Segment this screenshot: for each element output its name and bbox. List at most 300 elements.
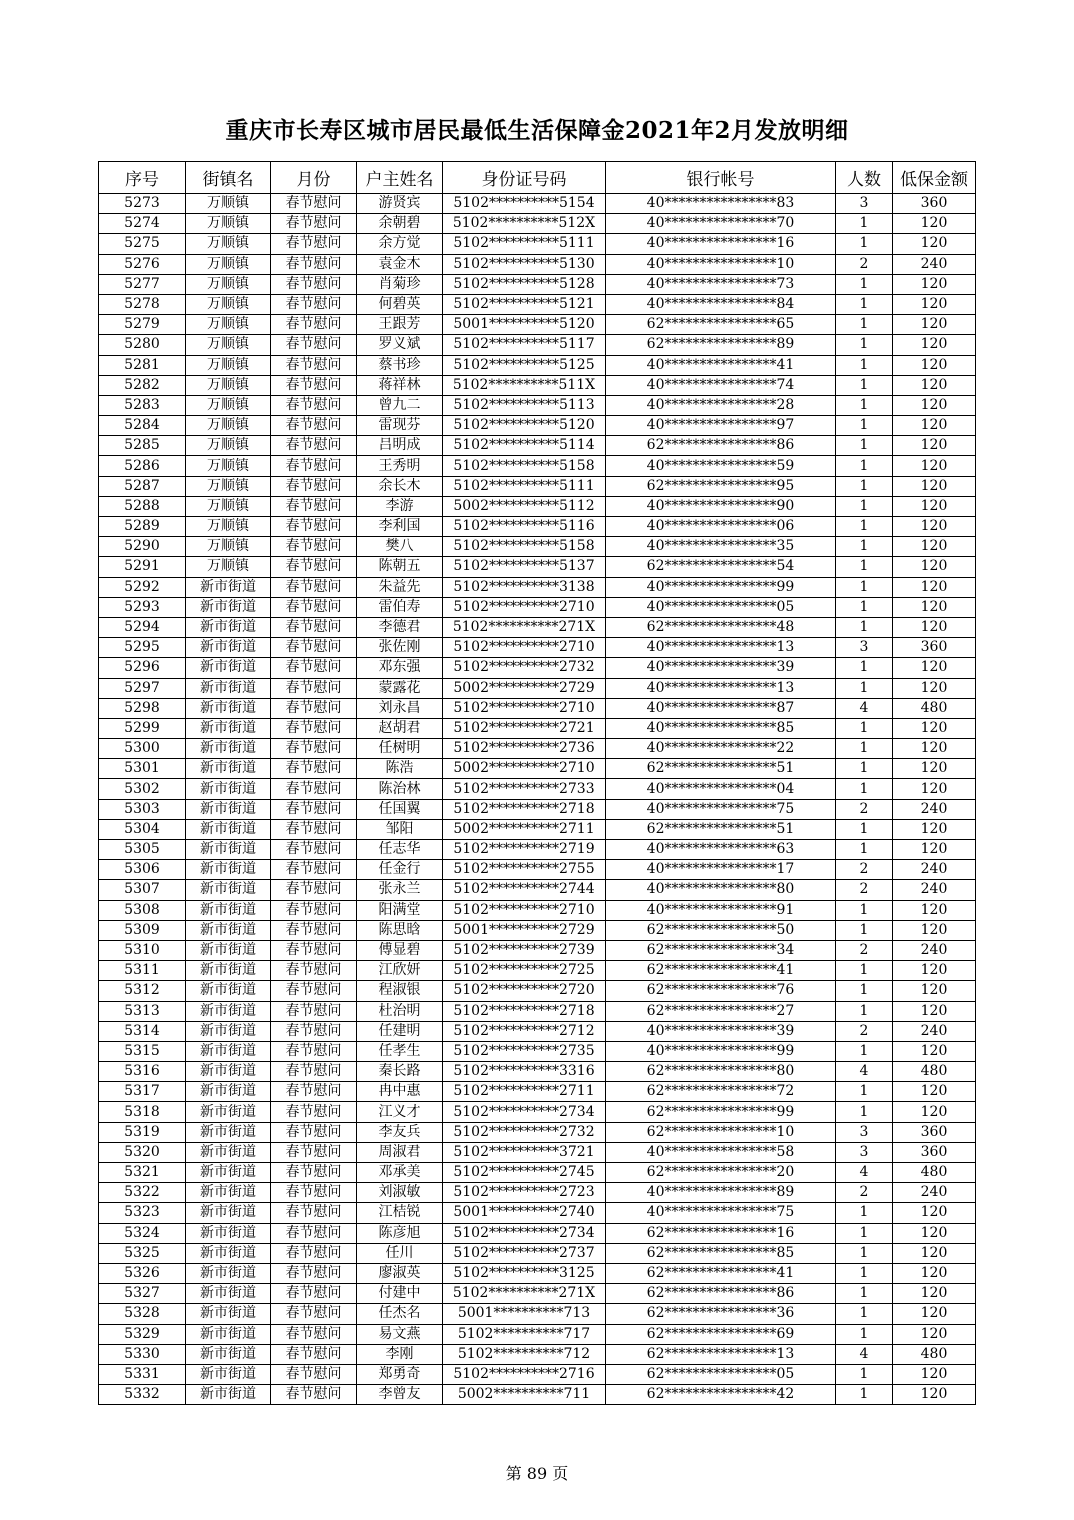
month-cell: 春节慰问 — [271, 718, 357, 738]
people-count-cell: 2 — [836, 880, 893, 900]
month-cell: 春节慰问 — [271, 900, 357, 920]
householder-cell: 余朝碧 — [357, 214, 443, 234]
serial-cell: 5331 — [99, 1364, 186, 1384]
bank-account-cell: 62****************42 — [606, 1385, 836, 1405]
householder-cell: 陈朝五 — [357, 557, 443, 577]
month-cell: 春节慰问 — [271, 739, 357, 759]
town-cell: 万顺镇 — [186, 234, 271, 254]
table-row — [99, 860, 976, 880]
town-cell: 新市街道 — [186, 1041, 271, 1061]
table-row — [99, 597, 976, 617]
id-number-cell: 5001**********5120 — [443, 315, 606, 335]
id-number-cell: 5102**********2710 — [443, 698, 606, 718]
town-cell: 新市街道 — [186, 961, 271, 981]
id-number-cell: 5102**********5121 — [443, 294, 606, 314]
householder-cell: 赵胡君 — [357, 718, 443, 738]
page-title: 重庆市长寿区城市居民最低生活保障金2021年2月发放明细 — [225, 117, 849, 144]
serial-cell: 5307 — [99, 880, 186, 900]
town-cell: 新市街道 — [186, 718, 271, 738]
serial-cell: 5296 — [99, 658, 186, 678]
people-count-cell: 1 — [836, 395, 893, 415]
month-cell: 春节慰问 — [271, 1364, 357, 1384]
id-number-cell: 5102**********2734 — [443, 1102, 606, 1122]
people-count-cell: 1 — [836, 1304, 893, 1324]
serial-cell: 5275 — [99, 234, 186, 254]
bank-account-cell: 40****************58 — [606, 1142, 836, 1162]
town-cell: 新市街道 — [186, 1102, 271, 1122]
table-row — [99, 194, 976, 214]
serial-cell: 5322 — [99, 1183, 186, 1203]
town-cell: 万顺镇 — [186, 517, 271, 537]
bank-account-cell: 40****************87 — [606, 698, 836, 718]
id-number-cell: 5102**********5114 — [443, 436, 606, 456]
town-cell: 新市街道 — [186, 597, 271, 617]
amount-cell: 240 — [893, 1021, 976, 1041]
month-cell: 春节慰问 — [271, 1183, 357, 1203]
town-cell: 新市街道 — [186, 860, 271, 880]
bank-account-cell: 62****************99 — [606, 1102, 836, 1122]
month-cell: 春节慰问 — [271, 1021, 357, 1041]
id-number-cell: 5102**********2755 — [443, 860, 606, 880]
bank-account-cell: 62****************34 — [606, 940, 836, 960]
table-row — [99, 416, 976, 436]
id-number-cell: 5102**********2735 — [443, 1041, 606, 1061]
town-cell: 万顺镇 — [186, 456, 271, 476]
serial-cell: 5291 — [99, 557, 186, 577]
amount-cell: 120 — [893, 537, 976, 557]
householder-cell: 何碧英 — [357, 294, 443, 314]
serial-cell: 5316 — [99, 1062, 186, 1082]
people-count-cell: 1 — [836, 1364, 893, 1384]
householder-cell: 任国翼 — [357, 799, 443, 819]
people-count-cell: 1 — [836, 819, 893, 839]
table-row — [99, 638, 976, 658]
householder-cell: 游贤宾 — [357, 194, 443, 214]
table-row — [99, 315, 976, 335]
town-cell: 新市街道 — [186, 779, 271, 799]
table-row — [99, 294, 976, 314]
bank-account-cell: 40****************35 — [606, 537, 836, 557]
people-count-cell: 4 — [836, 1163, 893, 1183]
amount-cell: 360 — [893, 1142, 976, 1162]
serial-cell: 5282 — [99, 375, 186, 395]
table-row — [99, 920, 976, 940]
bank-account-cell: 62****************76 — [606, 981, 836, 1001]
month-cell: 春节慰问 — [271, 1263, 357, 1283]
col-header-id-number: 身份证号码 — [443, 162, 606, 194]
amount-cell: 120 — [893, 1385, 976, 1405]
serial-cell: 5315 — [99, 1041, 186, 1061]
month-cell: 春节慰问 — [271, 214, 357, 234]
householder-cell: 付建中 — [357, 1284, 443, 1304]
town-cell: 新市街道 — [186, 1364, 271, 1384]
bank-account-cell: 62****************86 — [606, 436, 836, 456]
month-cell: 春节慰问 — [271, 658, 357, 678]
id-number-cell: 5102**********2711 — [443, 1082, 606, 1102]
col-header-householder: 户主姓名 — [357, 162, 443, 194]
householder-cell: 易文燕 — [357, 1324, 443, 1344]
people-count-cell: 1 — [836, 617, 893, 637]
bank-account-cell: 40****************90 — [606, 496, 836, 516]
bank-account-cell: 40****************97 — [606, 416, 836, 436]
table-row — [99, 1243, 976, 1263]
bank-account-cell: 62****************80 — [606, 1062, 836, 1082]
serial-cell: 5298 — [99, 698, 186, 718]
month-cell: 春节慰问 — [271, 678, 357, 698]
householder-cell: 李德君 — [357, 617, 443, 637]
bank-account-cell: 62****************48 — [606, 617, 836, 637]
table-row — [99, 1385, 976, 1405]
householder-cell: 樊八 — [357, 537, 443, 557]
bank-account-cell: 40****************04 — [606, 779, 836, 799]
people-count-cell: 1 — [836, 1203, 893, 1223]
bank-account-cell: 40****************13 — [606, 638, 836, 658]
people-count-cell: 4 — [836, 698, 893, 718]
id-number-cell: 5102**********2736 — [443, 739, 606, 759]
month-cell: 春节慰问 — [271, 819, 357, 839]
month-cell: 春节慰问 — [271, 1122, 357, 1142]
id-number-cell: 5102**********2710 — [443, 900, 606, 920]
month-cell: 春节慰问 — [271, 254, 357, 274]
month-cell: 春节慰问 — [271, 517, 357, 537]
month-cell: 春节慰问 — [271, 557, 357, 577]
bank-account-cell: 40****************85 — [606, 718, 836, 738]
serial-cell: 5314 — [99, 1021, 186, 1041]
town-cell: 万顺镇 — [186, 194, 271, 214]
table-header-row — [99, 162, 976, 194]
amount-cell: 120 — [893, 214, 976, 234]
bank-account-cell: 62****************65 — [606, 315, 836, 335]
bank-account-cell: 40****************73 — [606, 274, 836, 294]
people-count-cell: 4 — [836, 1062, 893, 1082]
id-number-cell: 5102**********2739 — [443, 940, 606, 960]
bank-account-cell: 62****************36 — [606, 1304, 836, 1324]
id-number-cell: 5001**********2729 — [443, 920, 606, 940]
town-cell: 万顺镇 — [186, 496, 271, 516]
id-number-cell: 5102**********2718 — [443, 799, 606, 819]
col-header-bank-account: 银行帐号 — [606, 162, 836, 194]
table-row — [99, 880, 976, 900]
month-cell: 春节慰问 — [271, 436, 357, 456]
id-number-cell: 5102**********2720 — [443, 981, 606, 1001]
month-cell: 春节慰问 — [271, 1041, 357, 1061]
id-number-cell: 5102**********5130 — [443, 254, 606, 274]
bank-account-cell: 62****************10 — [606, 1122, 836, 1142]
id-number-cell: 5102**********5154 — [443, 194, 606, 214]
amount-cell: 480 — [893, 1344, 976, 1364]
householder-cell: 杜治明 — [357, 1001, 443, 1021]
bank-account-cell: 62****************20 — [606, 1163, 836, 1183]
town-cell: 新市街道 — [186, 658, 271, 678]
id-number-cell: 5001**********713 — [443, 1304, 606, 1324]
householder-cell: 任志华 — [357, 840, 443, 860]
householder-cell: 张佐刚 — [357, 638, 443, 658]
amount-cell: 360 — [893, 1122, 976, 1142]
people-count-cell: 1 — [836, 759, 893, 779]
bank-account-cell: 62****************89 — [606, 335, 836, 355]
town-cell: 新市街道 — [186, 1263, 271, 1283]
table-row — [99, 1001, 976, 1021]
id-number-cell: 5102**********2733 — [443, 779, 606, 799]
householder-cell: 张永兰 — [357, 880, 443, 900]
town-cell: 新市街道 — [186, 1021, 271, 1041]
householder-cell: 任川 — [357, 1243, 443, 1263]
people-count-cell: 4 — [836, 1344, 893, 1364]
people-count-cell: 1 — [836, 294, 893, 314]
id-number-cell: 5102**********5111 — [443, 476, 606, 496]
serial-cell: 5310 — [99, 940, 186, 960]
table-row — [99, 476, 976, 496]
bank-account-cell: 62****************27 — [606, 1001, 836, 1021]
month-cell: 春节慰问 — [271, 860, 357, 880]
id-number-cell: 5102**********3138 — [443, 577, 606, 597]
id-number-cell: 5102**********2716 — [443, 1364, 606, 1384]
bank-account-cell: 40****************59 — [606, 456, 836, 476]
id-number-cell: 5102**********2734 — [443, 1223, 606, 1243]
id-number-cell: 5102**********5137 — [443, 557, 606, 577]
town-cell: 新市街道 — [186, 1344, 271, 1364]
bank-account-cell: 62****************54 — [606, 557, 836, 577]
month-cell: 春节慰问 — [271, 1062, 357, 1082]
people-count-cell: 2 — [836, 860, 893, 880]
table-row — [99, 234, 976, 254]
amount-cell: 120 — [893, 234, 976, 254]
householder-cell: 陈思晗 — [357, 920, 443, 940]
people-count-cell: 1 — [836, 557, 893, 577]
amount-cell: 240 — [893, 799, 976, 819]
bank-account-cell: 62****************85 — [606, 1243, 836, 1263]
id-number-cell: 5102**********3316 — [443, 1062, 606, 1082]
serial-cell: 5279 — [99, 315, 186, 335]
people-count-cell: 3 — [836, 194, 893, 214]
amount-cell: 120 — [893, 1082, 976, 1102]
people-count-cell: 1 — [836, 1263, 893, 1283]
town-cell: 新市街道 — [186, 840, 271, 860]
town-cell: 万顺镇 — [186, 214, 271, 234]
amount-cell: 240 — [893, 880, 976, 900]
amount-cell: 120 — [893, 496, 976, 516]
bank-account-cell: 40****************99 — [606, 577, 836, 597]
month-cell: 春节慰问 — [271, 496, 357, 516]
month-cell: 春节慰问 — [271, 638, 357, 658]
table-row — [99, 537, 976, 557]
householder-cell: 陈浩 — [357, 759, 443, 779]
table-row — [99, 940, 976, 960]
serial-cell: 5318 — [99, 1102, 186, 1122]
householder-cell: 李利国 — [357, 517, 443, 537]
serial-cell: 5320 — [99, 1142, 186, 1162]
serial-cell: 5286 — [99, 456, 186, 476]
serial-cell: 5303 — [99, 799, 186, 819]
month-cell: 春节慰问 — [271, 799, 357, 819]
table-row — [99, 900, 976, 920]
serial-cell: 5304 — [99, 819, 186, 839]
serial-cell: 5302 — [99, 779, 186, 799]
people-count-cell: 1 — [836, 1324, 893, 1344]
people-count-cell: 1 — [836, 981, 893, 1001]
bank-account-cell: 40****************89 — [606, 1183, 836, 1203]
amount-cell: 240 — [893, 254, 976, 274]
bank-account-cell: 40****************10 — [606, 254, 836, 274]
people-count-cell: 1 — [836, 597, 893, 617]
amount-cell: 120 — [893, 1102, 976, 1122]
amount-cell: 120 — [893, 597, 976, 617]
householder-cell: 刘淑敏 — [357, 1183, 443, 1203]
householder-cell: 蒙露花 — [357, 678, 443, 698]
town-cell: 新市街道 — [186, 698, 271, 718]
town-cell: 万顺镇 — [186, 395, 271, 415]
amount-cell: 120 — [893, 375, 976, 395]
table-row — [99, 335, 976, 355]
amount-cell: 120 — [893, 517, 976, 537]
serial-cell: 5309 — [99, 920, 186, 940]
month-cell: 春节慰问 — [271, 1163, 357, 1183]
table-row — [99, 718, 976, 738]
town-cell: 新市街道 — [186, 920, 271, 940]
month-cell: 春节慰问 — [271, 1385, 357, 1405]
people-count-cell: 1 — [836, 335, 893, 355]
householder-cell: 雷伯寿 — [357, 597, 443, 617]
people-count-cell: 3 — [836, 1122, 893, 1142]
month-cell: 春节慰问 — [271, 1082, 357, 1102]
householder-cell: 朱益先 — [357, 577, 443, 597]
serial-cell: 5299 — [99, 718, 186, 738]
people-count-cell: 1 — [836, 1284, 893, 1304]
town-cell: 万顺镇 — [186, 476, 271, 496]
id-number-cell: 5102**********2710 — [443, 638, 606, 658]
month-cell: 春节慰问 — [271, 840, 357, 860]
town-cell: 万顺镇 — [186, 335, 271, 355]
id-number-cell: 5102**********2745 — [443, 1163, 606, 1183]
amount-cell: 120 — [893, 961, 976, 981]
id-number-cell: 5102**********3721 — [443, 1142, 606, 1162]
month-cell: 春节慰问 — [271, 1223, 357, 1243]
householder-cell: 任树明 — [357, 739, 443, 759]
town-cell: 万顺镇 — [186, 537, 271, 557]
bank-account-cell: 40****************41 — [606, 355, 836, 375]
people-count-cell: 1 — [836, 214, 893, 234]
table-row — [99, 1223, 976, 1243]
bank-account-cell: 62****************50 — [606, 920, 836, 940]
table-row — [99, 355, 976, 375]
householder-cell: 蔡书珍 — [357, 355, 443, 375]
people-count-cell: 1 — [836, 436, 893, 456]
householder-cell: 李曾友 — [357, 1385, 443, 1405]
table-row — [99, 658, 976, 678]
col-header-amount: 低保金额 — [893, 162, 976, 194]
id-number-cell: 5102**********5125 — [443, 355, 606, 375]
bank-account-cell: 62****************72 — [606, 1082, 836, 1102]
month-cell: 春节慰问 — [271, 234, 357, 254]
serial-cell: 5293 — [99, 597, 186, 617]
table-row — [99, 395, 976, 415]
table-row — [99, 1344, 976, 1364]
id-number-cell: 5102**********2744 — [443, 880, 606, 900]
bank-account-cell: 40****************75 — [606, 799, 836, 819]
amount-cell: 120 — [893, 577, 976, 597]
people-count-cell: 2 — [836, 254, 893, 274]
col-header-month: 月份 — [271, 162, 357, 194]
serial-cell: 5273 — [99, 194, 186, 214]
id-number-cell: 5102**********511X — [443, 375, 606, 395]
table-row — [99, 557, 976, 577]
serial-cell: 5297 — [99, 678, 186, 698]
householder-cell: 郑勇奇 — [357, 1364, 443, 1384]
serial-cell: 5290 — [99, 537, 186, 557]
table-row — [99, 274, 976, 294]
serial-cell: 5308 — [99, 900, 186, 920]
table-row — [99, 436, 976, 456]
month-cell: 春节慰问 — [271, 961, 357, 981]
amount-cell: 120 — [893, 678, 976, 698]
id-number-cell: 5102**********717 — [443, 1324, 606, 1344]
householder-cell: 任建明 — [357, 1021, 443, 1041]
month-cell: 春节慰问 — [271, 194, 357, 214]
bank-account-cell: 62****************05 — [606, 1364, 836, 1384]
town-cell: 新市街道 — [186, 739, 271, 759]
householder-cell: 秦长路 — [357, 1062, 443, 1082]
people-count-cell: 1 — [836, 718, 893, 738]
serial-cell: 5324 — [99, 1223, 186, 1243]
bank-account-cell: 40****************74 — [606, 375, 836, 395]
people-count-cell: 1 — [836, 1001, 893, 1021]
people-count-cell: 1 — [836, 739, 893, 759]
town-cell: 新市街道 — [186, 1385, 271, 1405]
col-header-serial: 序号 — [99, 162, 186, 194]
people-count-cell: 1 — [836, 920, 893, 940]
id-number-cell: 5102**********2732 — [443, 1122, 606, 1142]
table-row — [99, 1041, 976, 1061]
amount-cell: 360 — [893, 194, 976, 214]
id-number-cell: 5102**********271X — [443, 1284, 606, 1304]
people-count-cell: 1 — [836, 274, 893, 294]
bank-account-cell: 40****************39 — [606, 1021, 836, 1041]
amount-cell: 120 — [893, 658, 976, 678]
town-cell: 新市街道 — [186, 981, 271, 1001]
people-count-cell: 1 — [836, 1243, 893, 1263]
serial-cell: 5326 — [99, 1263, 186, 1283]
householder-cell: 廖淑英 — [357, 1263, 443, 1283]
serial-cell: 5295 — [99, 638, 186, 658]
amount-cell: 120 — [893, 1263, 976, 1283]
month-cell: 春节慰问 — [271, 597, 357, 617]
id-number-cell: 5102**********2719 — [443, 840, 606, 860]
householder-cell: 余方觉 — [357, 234, 443, 254]
people-count-cell: 1 — [836, 1223, 893, 1243]
bank-account-cell: 40****************99 — [606, 1041, 836, 1061]
month-cell: 春节慰问 — [271, 294, 357, 314]
amount-cell: 120 — [893, 557, 976, 577]
serial-cell: 5284 — [99, 416, 186, 436]
table-row — [99, 759, 976, 779]
amount-cell: 120 — [893, 436, 976, 456]
id-number-cell: 5102**********2737 — [443, 1243, 606, 1263]
bank-account-cell: 62****************41 — [606, 1263, 836, 1283]
amount-cell: 360 — [893, 638, 976, 658]
town-cell: 新市街道 — [186, 759, 271, 779]
town-cell: 万顺镇 — [186, 416, 271, 436]
amount-cell: 120 — [893, 779, 976, 799]
month-cell: 春节慰问 — [271, 1284, 357, 1304]
people-count-cell: 1 — [836, 1102, 893, 1122]
month-cell: 春节慰问 — [271, 416, 357, 436]
town-cell: 新市街道 — [186, 799, 271, 819]
id-number-cell: 5001**********2740 — [443, 1203, 606, 1223]
amount-cell: 120 — [893, 1203, 976, 1223]
serial-cell: 5329 — [99, 1324, 186, 1344]
town-cell: 万顺镇 — [186, 375, 271, 395]
month-cell: 春节慰问 — [271, 355, 357, 375]
